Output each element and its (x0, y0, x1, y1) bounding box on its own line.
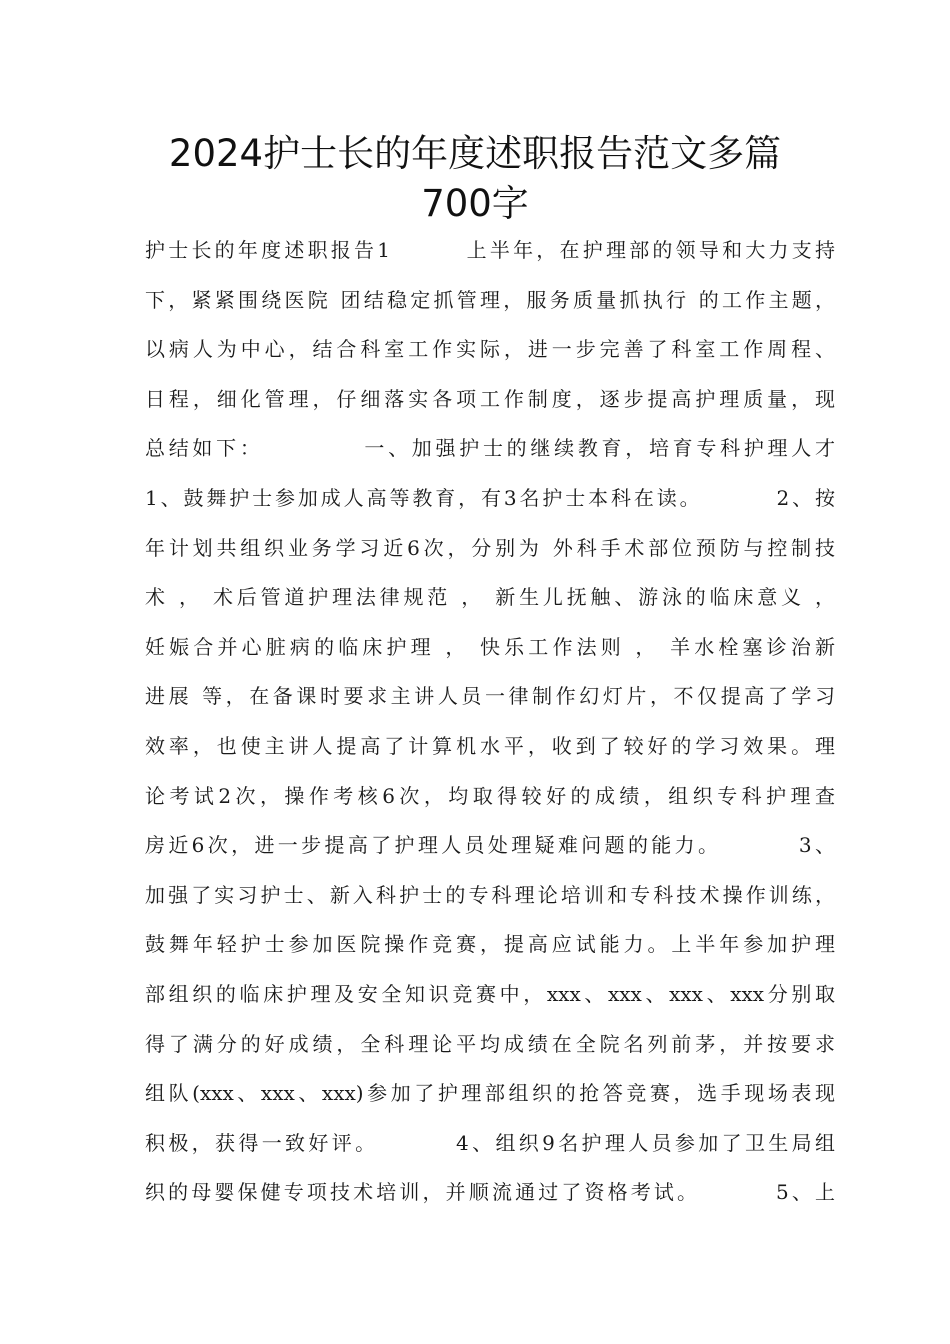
body-line: 护士长的年度述职报告1 上半年，在护理部的领导和大力支持 (145, 238, 835, 262)
body-line: 加强了实习护士、新入科护士的专科理论培训和专科技术操作训练， (145, 882, 835, 907)
body-line: 进展 等，在备课时要求主讲人员一律制作幻灯片，不仅提高了学习 (145, 684, 835, 709)
body-line: 房近6次，进一步提高了护理人员处理疑难问题的能力。 3、 (145, 833, 835, 858)
body-line: 下，紧紧围绕医院 团结稳定抓管理，服务质量抓执行 的工作主题， (145, 287, 835, 312)
document-title-line-2: 700字 (421, 182, 529, 225)
body-line: 积极，获得一致好评。 4、组织9名护理人员参加了卫生局组 (145, 1130, 835, 1155)
body-line: 年计划共组织业务学习近6次，分别为 外科手术部位预防与控制技 (145, 535, 835, 560)
body-line: 1、鼓舞护士参加成人高等教育，有3名护士本科在读。 2、按 (145, 485, 835, 510)
body-line: 部组织的临床护理及安全知识竞赛中，xxx、xxx、xxx、xxx分别取 (145, 981, 835, 1006)
body-line: 日程，细化管理，仔细落实各项工作制度，逐步提高护理质量，现 (145, 386, 835, 411)
body-line: 妊娠合并心脏病的临床护理 ， 快乐工作法则 ， 羊水栓塞诊治新 (145, 634, 835, 659)
body-line: 鼓舞年轻护士参加医院操作竞赛，提高应试能力。上半年参加护理 (145, 932, 835, 957)
body-line: 论考试2次，操作考核6次，均取得较好的成绩，组织专科护理查 (145, 783, 835, 808)
body-line: 组队(xxx、xxx、xxx)参加了护理部组织的抢答竞赛，选手现场表现 (145, 1081, 835, 1106)
body-line: 术 ， 术后管道护理法律规范 ， 新生儿抚触、游泳的临床意义 ， (145, 585, 835, 610)
body-line: 以病人为中心，结合科室工作实际，进一步完善了科室工作周程、 (145, 337, 835, 362)
body-line: 织的母婴保健专项技术培训，并顺流通过了资格考试。 5、上 (145, 1180, 835, 1205)
body-line: 得了满分的好成绩，全科理论平均成绩在全院名列前茅，并按要求 (145, 1031, 835, 1056)
document-title-line-1: 2024护士长的年度述职报告范文多篇 (168, 132, 782, 175)
document-body (145, 230, 835, 1222)
body-line: 效率，也使主讲人提高了计算机水平，收到了较好的学习效果。理 (145, 733, 835, 758)
body-line: 总结如下： 一、加强护士的继续教育，培育专科护理人才 (145, 436, 835, 461)
